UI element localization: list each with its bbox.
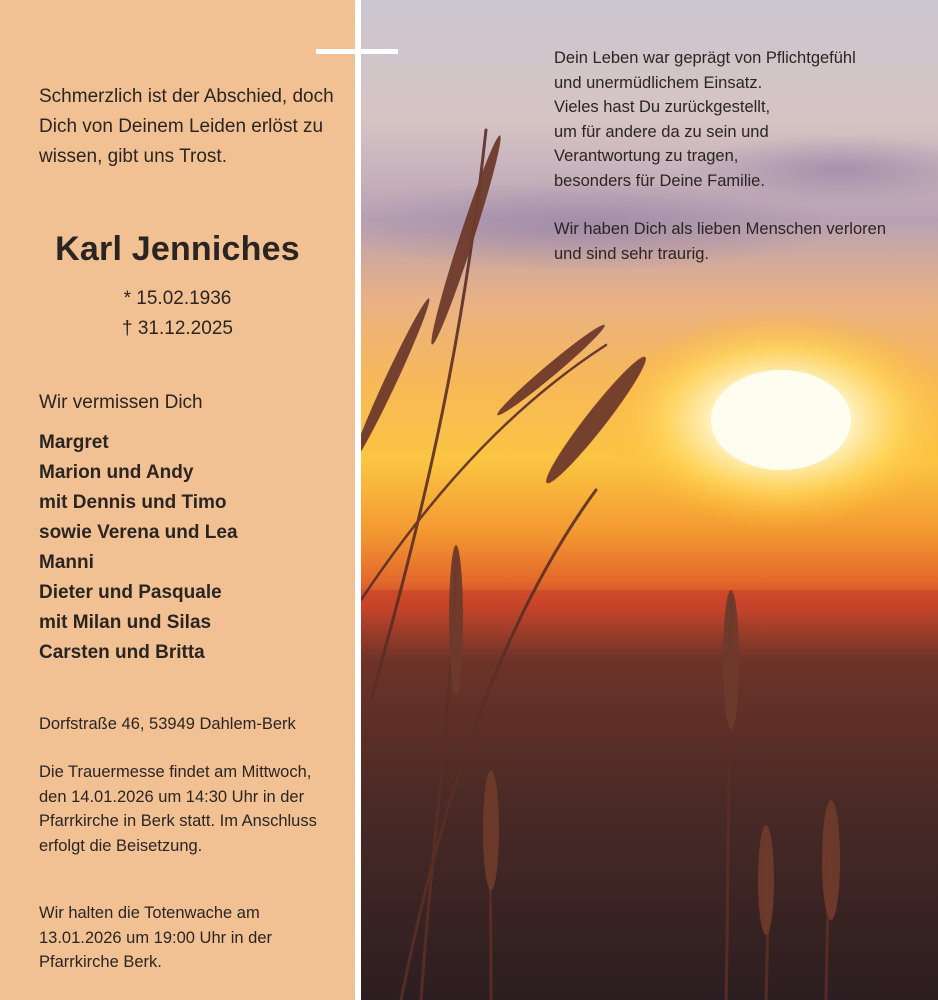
poem-line: und unermüdlichem Einsatz. xyxy=(554,73,763,92)
family-member: mit Milan und Silas xyxy=(39,612,212,633)
poem-line: besonders für Deine Familie. xyxy=(554,171,765,190)
poem-stanza-1 xyxy=(554,46,924,193)
poem-stanza-2 xyxy=(554,217,924,266)
poem-line: und sind sehr traurig. xyxy=(554,244,710,263)
poem-line: Verantwortung zu tragen, xyxy=(554,147,739,165)
cross-icon xyxy=(316,49,398,54)
intro-verse: Schmerzlich ist der Abschied, doch Dich von Deinem Leiden erlöst zu wissen, gibt uns Trost. xyxy=(39,86,334,167)
wake-notice: Wir halten die Totenwache am 13.01.2026 um 19:00 Uhr in der Pfarrkirche Berk. xyxy=(39,904,272,971)
family-member: Margret xyxy=(39,432,109,453)
death-date: † 31.12.2025 xyxy=(122,318,233,339)
family-member: Carsten und Britta xyxy=(39,642,205,663)
family-member: mit Dennis und Timo xyxy=(39,492,227,513)
family-member: sowie Verena und Lea xyxy=(39,522,238,543)
family-member: Dieter und Pasquale xyxy=(39,582,222,603)
address-line: Dorfstraße 46, 53949 Dahlem-Berk xyxy=(39,715,296,733)
family-member: Marion und Andy xyxy=(39,462,194,483)
deceased-name: Karl Jenniches xyxy=(55,230,300,268)
family-member: Manni xyxy=(39,552,94,573)
left-text-panel xyxy=(0,0,355,1000)
poem-line: um für andere da zu sein und xyxy=(554,122,769,141)
poem-line: Wir haben Dich als lieben Menschen verloren xyxy=(554,220,886,238)
miss-line: Wir vermissen Dich xyxy=(39,392,203,413)
mass-notice: Die Trauermesse findet am Mittwoch, den 14.01.2026 um 14:30 Uhr in der Pfarrkirche in Berk statt. Im Anschluss erfolgt die Beisetzung. xyxy=(39,763,317,855)
family-list xyxy=(39,428,238,668)
poem-line: Dein Leben war geprägt von Pflichtgefühl xyxy=(554,49,856,67)
poem-line: Vieles hast Du zurückgestellt, xyxy=(554,98,771,116)
life-dates xyxy=(0,284,355,344)
birth-date: * 15.02.1936 xyxy=(123,288,232,309)
